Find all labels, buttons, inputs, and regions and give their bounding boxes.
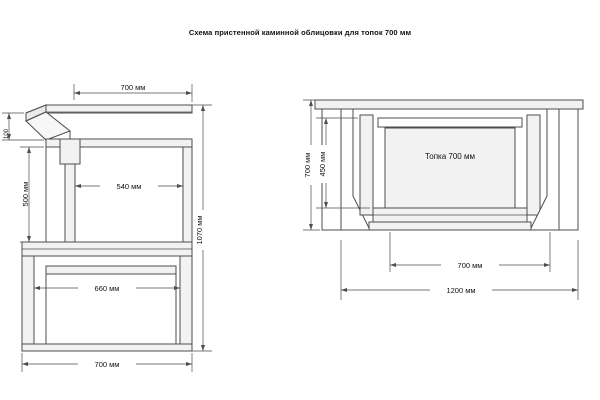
firebox-label: Топка 700 мм xyxy=(425,152,475,161)
left-inner-pilaster xyxy=(360,115,373,215)
front-elevation-view xyxy=(303,100,583,300)
dim-front-total-height xyxy=(303,100,320,230)
dim-mantel-height-label: 100 xyxy=(4,128,10,140)
hearth-slab xyxy=(22,242,192,256)
dim-front-total-height-label: 700 мм xyxy=(303,152,312,178)
flue-box xyxy=(60,139,80,164)
dim-total-height-label: 1070 мм xyxy=(195,215,204,245)
dim-bottom-width xyxy=(22,353,192,372)
side-elevation-view xyxy=(2,83,212,372)
dim-firebox-width-label: 700 мм xyxy=(457,261,483,270)
right-inner-pilaster xyxy=(527,115,540,215)
dim-opening-height-label: 500 мм xyxy=(21,181,30,207)
top-slab xyxy=(315,100,583,109)
firebox-opening xyxy=(385,128,515,208)
dim-inner-width-label: 540 мм xyxy=(116,182,142,191)
dim-bottom-width-label: 700 мм xyxy=(94,360,120,369)
firebox-lintel xyxy=(378,118,522,127)
pilaster-column xyxy=(65,164,75,242)
right-outer-leg-outer xyxy=(559,109,578,230)
page-title: Схема пристенной каминной облицовки для топок 700 мм xyxy=(188,28,412,37)
dim-top-width xyxy=(74,83,192,102)
dim-inner-width xyxy=(75,180,183,193)
dim-firebox-width xyxy=(390,232,550,272)
dim-opening-height xyxy=(20,147,44,242)
front-hearth-band xyxy=(369,208,531,230)
dim-base-inner-width-label: 660 мм xyxy=(94,284,120,293)
dim-firebox-height-label: 450 мм xyxy=(318,151,327,177)
upper-right-wall xyxy=(183,147,192,242)
dim-total-height xyxy=(192,105,212,351)
dim-top-width-label: 700 мм xyxy=(120,83,146,92)
base-box xyxy=(22,256,192,351)
dim-overall-width-label: 1200 мм xyxy=(446,286,476,295)
